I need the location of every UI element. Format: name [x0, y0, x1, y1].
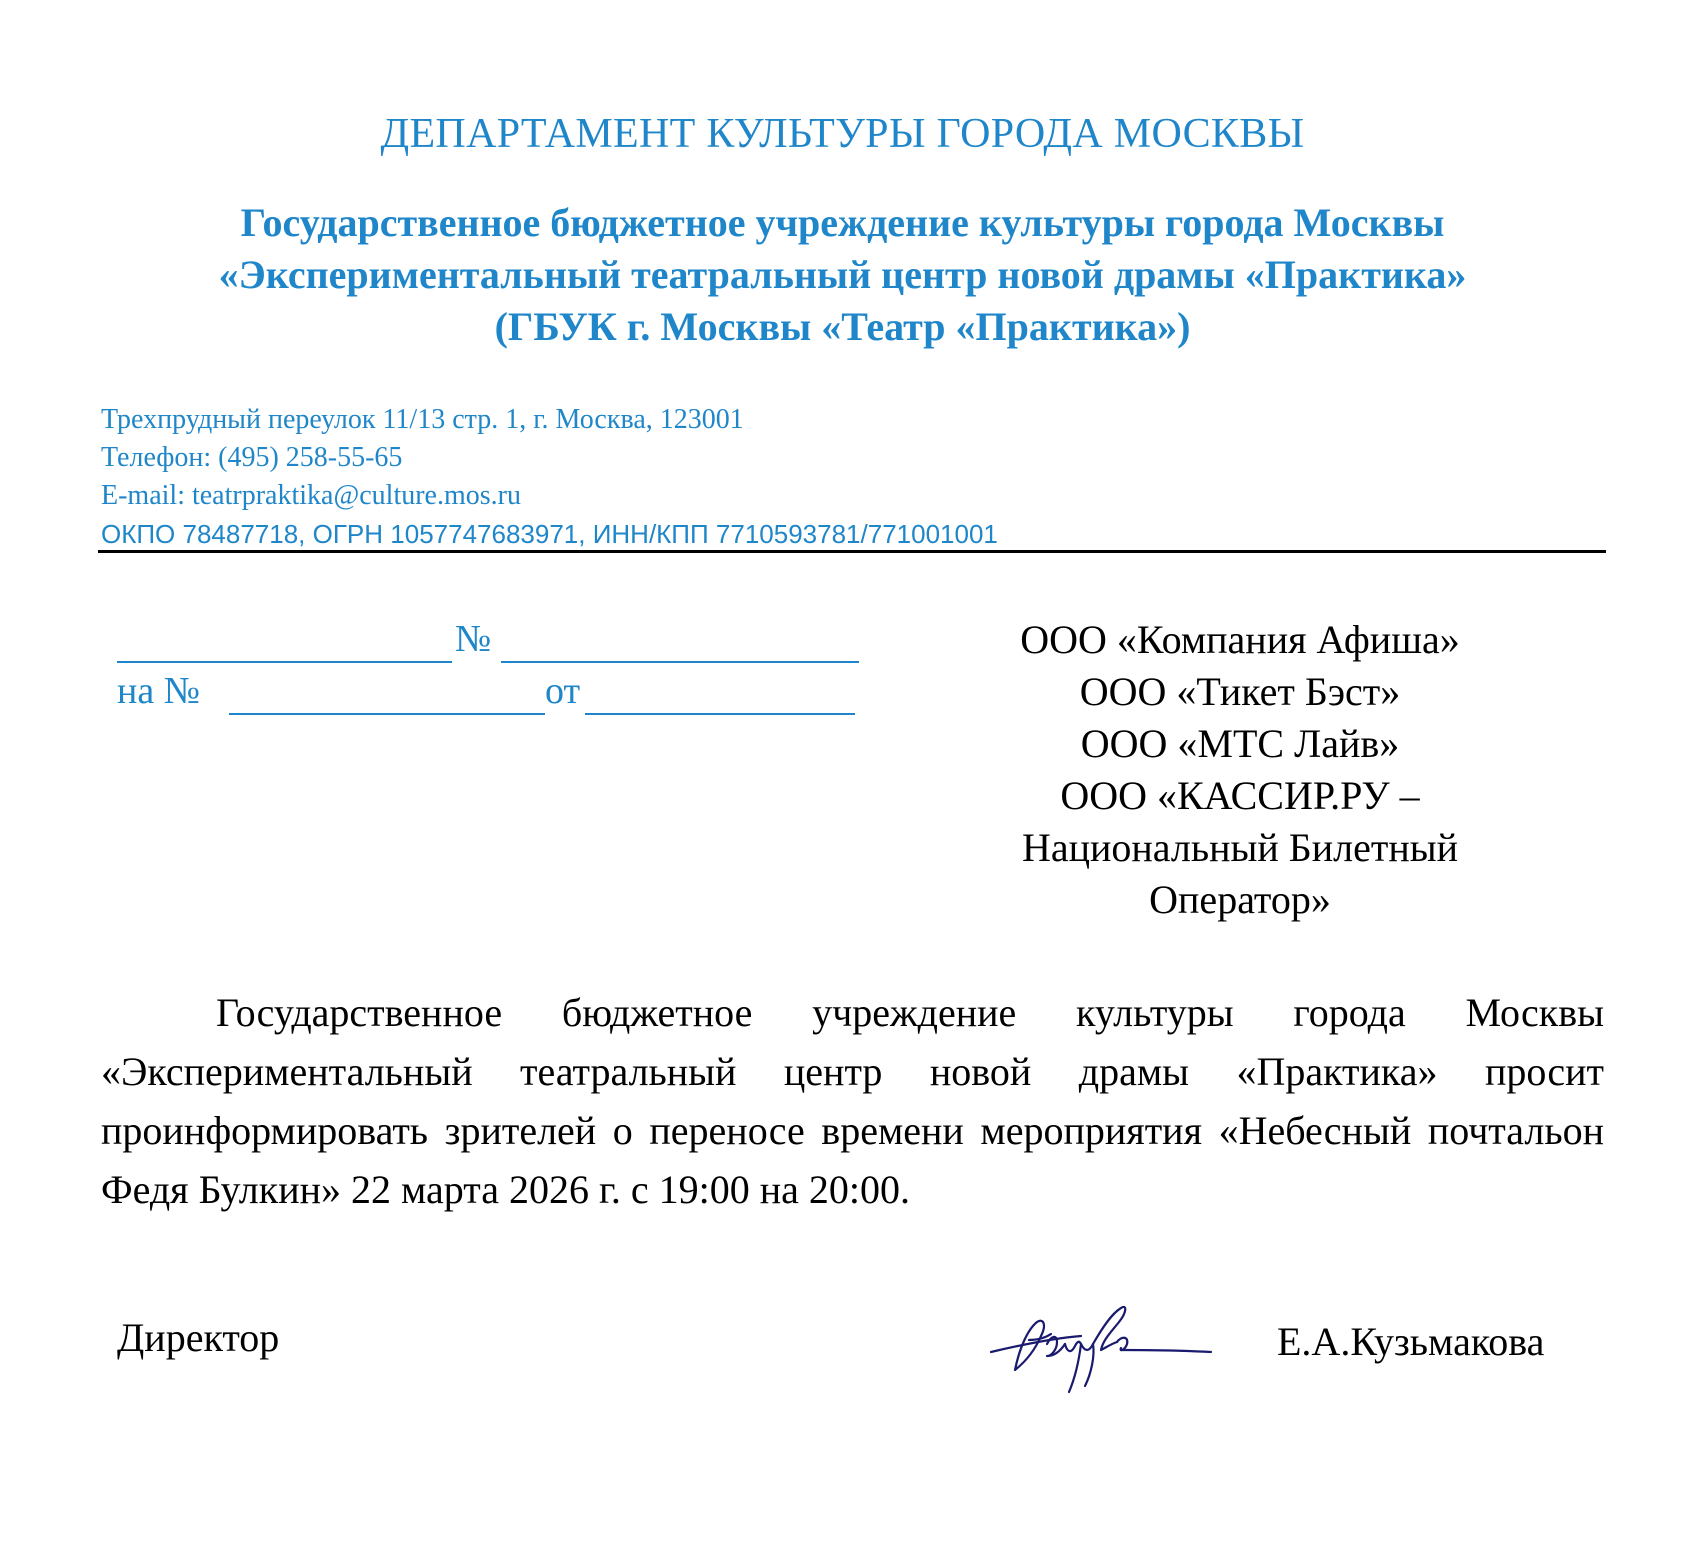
reply-number-blank: [229, 713, 545, 715]
registry-codes-line: ОКПО 78487718, ОГРН 1057747683971, ИНН/КПП 7710593781/771001001: [101, 519, 998, 549]
recipient-line: Оператор»: [1149, 877, 1331, 922]
letter-body: Государственное бюджетное учреждение культуры города Москвы «Экспериментальный театральный центр новой драмы «Практика» просит проинформировать зрителей о переносе времени мероприятия «Небесный почтальон Федя Булкин» 22 марта 2026 г. с 19:00 на 20:00.: [101, 990, 1604, 1212]
department-title: ДЕПАРТАМЕНТ КУЛЬТУРЫ ГОРОДА МОСКВЫ: [380, 111, 1305, 157]
recipient-line: ООО «КАССИР.РУ –: [1060, 773, 1420, 818]
recipient-line: ООО «Компания Афиша»: [1020, 617, 1460, 662]
number-sign-label: №: [455, 618, 492, 660]
registration-fields: [117, 613, 867, 717]
recipient-line: ООО «Тикет Бэст»: [1079, 669, 1401, 714]
from-label: от: [545, 670, 581, 712]
header-divider: [98, 550, 1606, 553]
signatory-name: Е.А.Кузьмакова: [1277, 1319, 1545, 1364]
email-line: E-mail: teatrpraktika@culture.mos.ru: [101, 480, 521, 511]
reply-date-blank: [585, 713, 855, 715]
phone-line: Телефон: (495) 258-55-65: [101, 442, 403, 473]
org-line-2: «Экспериментальный театральный центр новой драмы «Практика»: [218, 252, 1467, 297]
reply-number-line: [117, 665, 867, 717]
org-line-1: Государственное бюджетное учреждение культуры города Москвы: [240, 200, 1445, 245]
recipient-line: Национальный Билетный: [1021, 825, 1459, 870]
handwritten-signature: [985, 1300, 1215, 1400]
recipient-line: ООО «МТС Лайв»: [1080, 721, 1400, 766]
reply-number-label: на №: [117, 670, 200, 712]
outgoing-number-line: [117, 613, 867, 665]
organization-name: [0, 197, 1685, 353]
number-blank: [501, 661, 859, 663]
signatory-title: Директор: [117, 1315, 280, 1360]
address-line: Трехпрудный переулок 11/13 стр. 1, г. Москва, 123001: [101, 404, 744, 435]
date-blank: [117, 661, 452, 663]
org-line-3: (ГБУК г. Москвы «Театр «Практика»): [494, 304, 1191, 349]
recipients-block: [960, 614, 1520, 926]
contact-block: [101, 401, 998, 553]
